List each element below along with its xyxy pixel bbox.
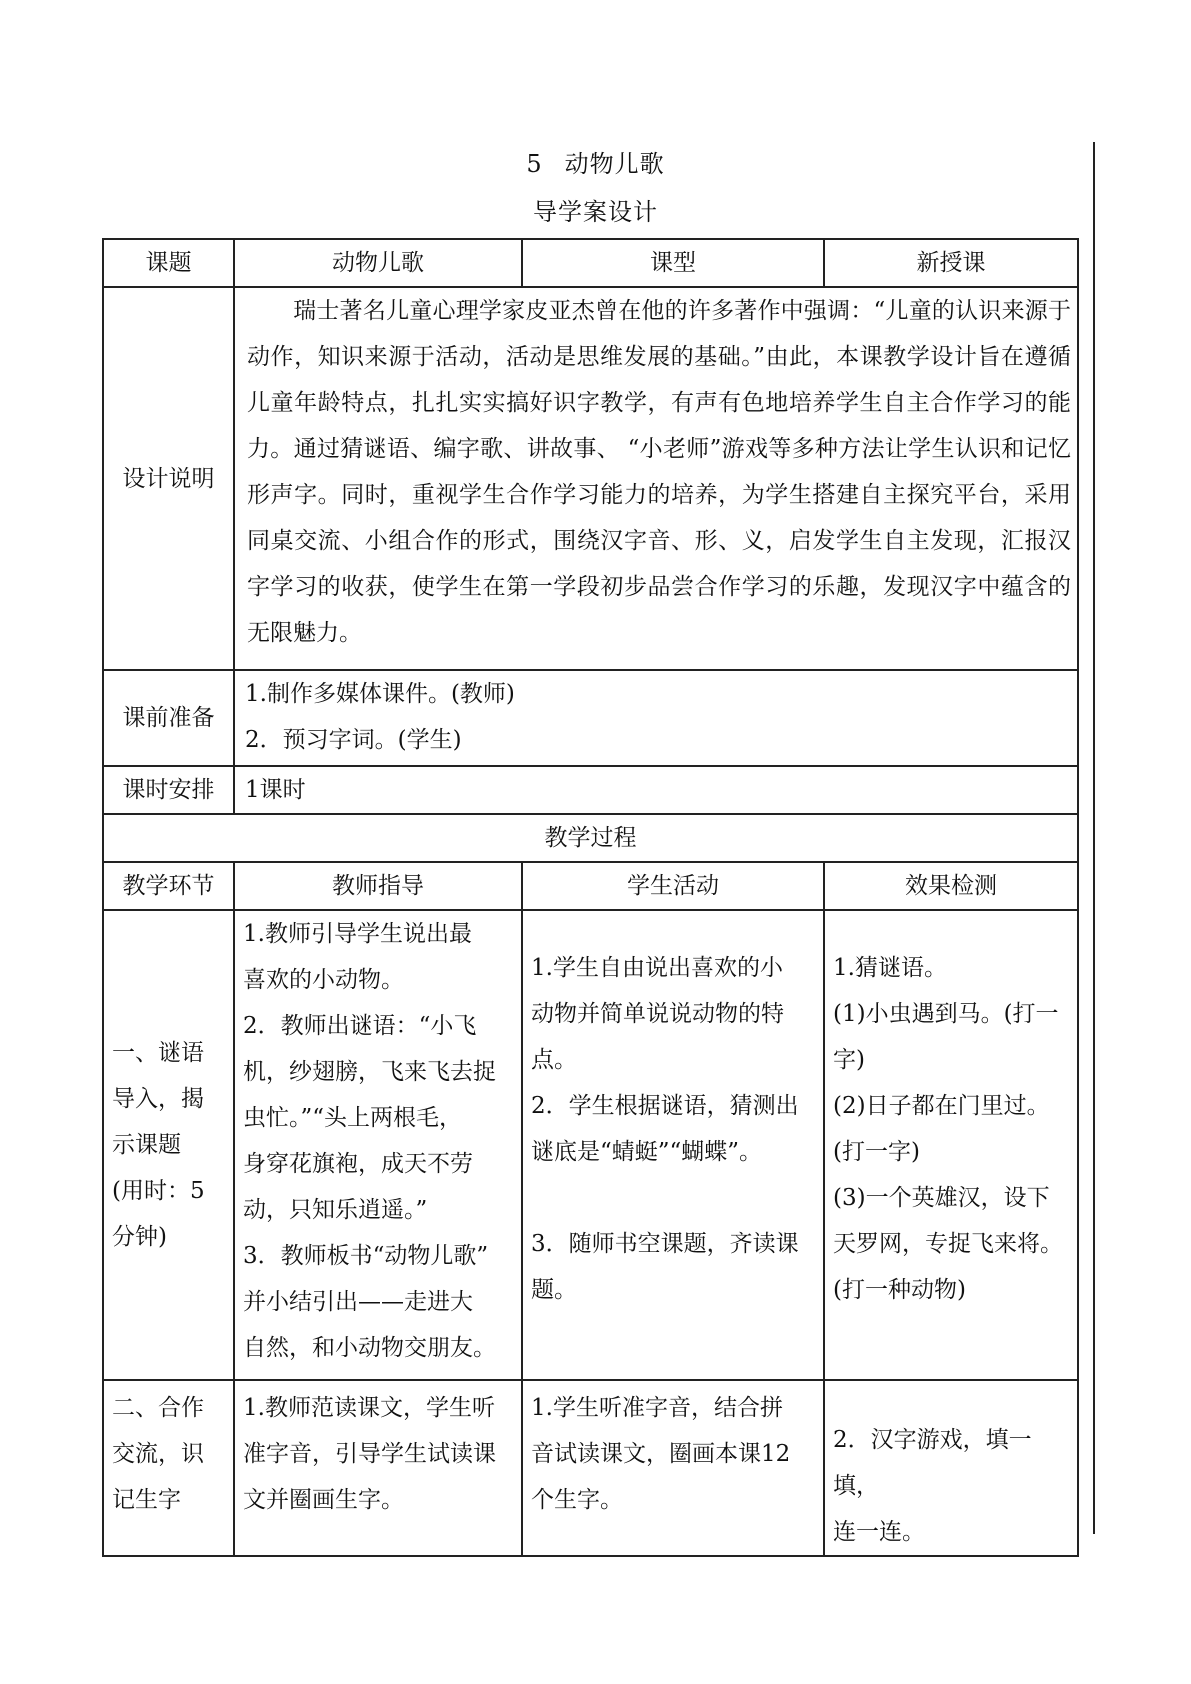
stage2-student	[522, 1380, 824, 1556]
prep-line-1: 1.制作多媒体课件。(教师)	[245, 681, 515, 707]
topic-label: 课题	[103, 239, 234, 287]
stage1-label-line: 分钟)	[112, 1224, 167, 1250]
header-row	[103, 239, 1078, 287]
prep-label: 课前准备	[103, 670, 234, 766]
stage1-label	[103, 910, 234, 1380]
stage1-teacher-line: 2．教师出谜语：“小飞	[243, 1013, 477, 1039]
stage2-row	[103, 1380, 1078, 1556]
stage1-label-line: (用时：5	[112, 1178, 205, 1204]
stage1-check-line: (1)小虫遇到马。(打一	[833, 1001, 1059, 1027]
stage1-student-line: 动物并简单说说动物的特	[531, 1001, 784, 1027]
process-title: 教学过程	[103, 814, 1078, 862]
stage1-student-line: 3．随师书空课题，齐读课	[531, 1231, 799, 1257]
stage2-label-line: 二、合作	[112, 1395, 204, 1421]
stage1-student	[522, 910, 824, 1380]
lesson-name: 动物儿歌	[564, 150, 665, 178]
stage1-teacher-line: 虫忙。”“头上两根毛，	[243, 1105, 463, 1131]
prep-content	[234, 670, 1078, 766]
stage2-check	[824, 1380, 1078, 1556]
schedule-label: 课时安排	[103, 766, 234, 814]
stage2-label-line: 记生字	[112, 1487, 181, 1513]
stage1-student-line: 2．学生根据谜语，猜测出	[531, 1093, 799, 1119]
stage2-label-line: 交流，识	[112, 1441, 204, 1467]
stage1-teacher-line: 动，只知乐逍遥。”	[243, 1197, 428, 1223]
design-text: 瑞士著名儿童心理学家皮亚杰曾在他的许多著作中强调：“儿童的认识来源于动作，知识来源于活动，活动是思维发展的基础。”由此，本课教学设计旨在遵循儿童年龄特点，扎扎实实搞好识字教学，有声有色地培养学生自主合作学习的能力。通过猜谜语、编字歌、讲故事、 “小老师”游戏等多种方法让学生认识和记忆形声字。同时，重视学生合作学习能力的培养，为学生搭建自主探究平台，采用同桌交流、小组合作的形式，围绕汉字音、形、义，启发学生自主发现，汇报汉字学习的收获，使学生在第一学段初步品尝合作学习的乐趣，发现汉字中蕴含的无限魅力。	[247, 298, 1071, 646]
design-description	[234, 287, 1078, 670]
design-row	[103, 287, 1078, 670]
stage1-check-line: (2)日子都在门里过。	[833, 1093, 1050, 1119]
stage1-teacher	[234, 910, 522, 1380]
stage1-teacher-line: 自然，和小动物交朋友。	[243, 1335, 496, 1361]
stage1-student-line: 谜底是“蜻蜓”“蝴蝶”。	[531, 1139, 763, 1165]
stage1-label-line: 导入，揭	[112, 1086, 204, 1112]
lesson-plan-table	[102, 238, 1079, 1557]
lesson-number: 5	[526, 150, 543, 178]
stage2-check-line: 连一连。	[833, 1519, 925, 1545]
stage1-check-line: (打一字)	[833, 1139, 920, 1165]
topic-value: 动物儿歌	[234, 239, 522, 287]
stage1-teacher-line: 机，纱翅膀，飞来飞去捉	[243, 1059, 496, 1085]
header-check: 效果检测	[824, 862, 1078, 910]
process-title-row	[103, 814, 1078, 862]
stage2-teacher	[234, 1380, 522, 1556]
header-stage: 教学环节	[103, 862, 234, 910]
design-label: 设计说明	[103, 287, 234, 670]
stage2-teacher-line: 准字音，引导学生试读课	[243, 1441, 496, 1467]
stage1-check-line: 天罗网，专捉飞来将。	[833, 1231, 1063, 1257]
stage1-student-spacer	[531, 1175, 815, 1221]
header-teacher: 教师指导	[234, 862, 522, 910]
stage2-student-line: 个生字。	[531, 1487, 623, 1513]
schedule-value: 1课时	[234, 766, 1078, 814]
type-label: 课型	[522, 239, 824, 287]
stage1-check-line: (打一种动物)	[833, 1277, 966, 1303]
schedule-row	[103, 766, 1078, 814]
right-margin-rule	[1093, 142, 1095, 1534]
stage1-label-line: 一、谜语	[112, 1040, 204, 1066]
stage1-check	[824, 910, 1078, 1380]
stage1-teacher-line: 喜欢的小动物。	[243, 967, 404, 993]
stage1-teacher-line: 并小结引出——走进大	[243, 1289, 473, 1315]
stage1-check-line: (3)一个英雄汉，设下	[833, 1185, 1050, 1211]
stage2-student-line: 音试读课文，圈画本课12	[531, 1441, 791, 1467]
stage2-check-line: 2．汉字游戏，填一填，	[833, 1427, 1032, 1499]
stage1-label-line: 示课题	[112, 1132, 181, 1158]
stage1-check-line: 字)	[833, 1047, 865, 1073]
prep-line-2: 2．预习字词。(学生)	[245, 727, 462, 753]
stage1-teacher-line: 1.教师引导学生说出最	[243, 921, 472, 947]
lesson-title	[0, 144, 1191, 179]
stage1-check-line: 1.猜谜语。	[833, 955, 947, 981]
stage2-label	[103, 1380, 234, 1556]
stage1-teacher-line: 身穿花旗袍，成天不劳	[243, 1151, 473, 1177]
document-subtitle: 导学案设计	[533, 198, 658, 226]
type-value: 新授课	[824, 239, 1078, 287]
stage1-student-line: 点。	[531, 1047, 577, 1073]
stage1-row	[103, 910, 1078, 1380]
prep-row	[103, 670, 1078, 766]
stage1-student-line: 题。	[531, 1277, 577, 1303]
stage2-teacher-line: 1.教师范读课文，学生听	[243, 1395, 495, 1421]
header-student: 学生活动	[522, 862, 824, 910]
stage1-student-line: 1.学生自由说出喜欢的小	[531, 955, 783, 981]
stage1-teacher-line: 3．教师板书“动物儿歌”	[243, 1243, 489, 1269]
stage2-teacher-line: 文并圈画生字。	[243, 1487, 404, 1513]
process-header-row	[103, 862, 1078, 910]
stage2-student-line: 1.学生听准字音，结合拼	[531, 1395, 783, 1421]
